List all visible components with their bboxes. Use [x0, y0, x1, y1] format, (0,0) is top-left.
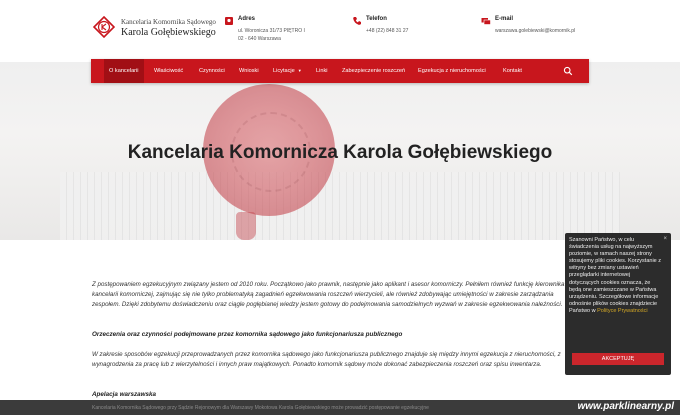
hero-book-image — [60, 172, 620, 240]
page-title: Kancelaria Komornicza Karola Gołębiewskiego — [127, 142, 553, 163]
nav-item-kontakt[interactable] — [503, 59, 522, 83]
phone-icon — [352, 16, 362, 26]
hero-banner — [0, 62, 680, 240]
section-heading-apelacja: Apelacja warszawska — [92, 391, 157, 398]
email-address[interactable]: warszawa.golebiewski@komornik.pl — [495, 28, 576, 34]
cookie-consent-popup — [565, 233, 671, 375]
address-title: Adres — [238, 16, 256, 22]
nav-label: Wnioski — [239, 68, 259, 74]
nav-item-zabezpieczenie[interactable] — [342, 59, 405, 83]
nav-item-linki[interactable] — [316, 59, 328, 83]
accept-cookies-button[interactable]: AKCEPTUJĘ — [572, 353, 664, 365]
logo-icon — [93, 16, 115, 38]
logo-line-2: Karola Gołębiewskiego — [121, 27, 216, 38]
address-line-2: 02 - 640 Warszawa — [238, 36, 281, 42]
site-logo[interactable] — [93, 14, 243, 44]
map-marker-icon — [224, 16, 234, 26]
nav-label: Właściwość — [154, 68, 184, 74]
nav-item-o-kancelarii[interactable] — [104, 59, 144, 83]
nav-item-egzekucja[interactable] — [418, 59, 486, 83]
section-heading-orzeczenia: Orzeczenia oraz czynności podejmowane przez komornika sądowego jako funkcjonariusza publicznego — [92, 331, 403, 338]
address-line-1: ul. Woronicza 31/73 PIĘTRO I — [238, 28, 305, 34]
site-header — [0, 0, 680, 62]
nav-item-czynnosci[interactable] — [199, 59, 225, 83]
nav-label: Licytacje — [273, 68, 295, 74]
nav-item-wlasciwosc[interactable] — [154, 59, 183, 83]
cookie-message — [569, 237, 661, 315]
nav-label: O kancelarii — [109, 68, 139, 74]
close-icon[interactable]: × — [663, 236, 667, 242]
cookie-text: Szanowni Państwo, w celu świadczenia usług na najwyższym poziomie, w ramach naszej strony stosujemy pliki cookies. Korzystanie z witryny bez zmiany ustawień przeglądarki internetowej dotyczących cookies oznacza, że będą one zamieszczane w Państwa urządzeniu. Szczegółowe informacje odnośnie plików cookies znajdziecie Państwo w — [569, 237, 662, 314]
nav-item-wnioski[interactable] — [239, 59, 259, 83]
bottom-strip — [0, 400, 680, 415]
logo-line-1: Kancelaria Komornika Sądowego — [121, 18, 216, 26]
nav-item-licytacje[interactable] — [273, 59, 302, 83]
nav-label: Kontakt — [503, 68, 522, 74]
seal-ribbon — [236, 212, 256, 240]
search-icon[interactable] — [563, 66, 573, 76]
nav-label: Linki — [316, 68, 328, 74]
apelacja-paragraph: Kancelaria Komornika Sądowego przy Sądzie Rejonowym dla Warszawy Mokotowa Karola Gołębiewskiego może prowadzić postępowanie egzekucyjne — [92, 405, 429, 411]
privacy-policy-link[interactable]: Polityce Prywatności — [597, 307, 648, 314]
watermark: www.parklinearny.pl — [577, 401, 674, 412]
phone-number[interactable]: +48 (22) 848 31 27 — [366, 28, 409, 34]
phone-title: Telefon — [366, 16, 387, 22]
nav-label: Czynności — [199, 68, 225, 74]
nav-label: Egzekucja z nieruchomości — [418, 68, 486, 74]
intro-paragraph: Z postępowaniem egzekucyjnym związany jestem od 2010 roku. Początkowo jako prawnik, następnie jako aplikant i asesor komorniczy. Pełniłem również funkcję kierownika kancelarii komorniczej, zajmując się nie tylko problematyką zagadnień egzekwowania roszczeń wierzycieli, ale również zdobywając umiejętności w zakresie zarządzania zespołem. Dzięki zdobytemu doświadczeniu oraz ciągle pogłębianej wiedzy jestem gotowy do podejmowania samodzielnych wyzwań w zakresie egzekwowania należności. — [92, 281, 565, 308]
main-navigation — [91, 59, 589, 83]
chevron-down-icon: ▼ — [297, 68, 302, 73]
email-title: E-mail — [495, 16, 514, 22]
nav-label: Zabezpieczenie roszczeń — [342, 68, 406, 74]
egzekucja-paragraph: W zakresie sposobów egzekucji przeprowadzanych przez komornika sądowego jako funkcjonariusza publicznego znajduje się między innymi egzekucja z nieruchomości, z wynagrodzenia za pracę lub z wierzytelności i innych praw majątkowych. Ponadto komornik sądowy może dokonać zabezpieczenia roszczeń oraz spisu inwentarza. — [92, 351, 561, 368]
email-icon — [481, 16, 491, 26]
